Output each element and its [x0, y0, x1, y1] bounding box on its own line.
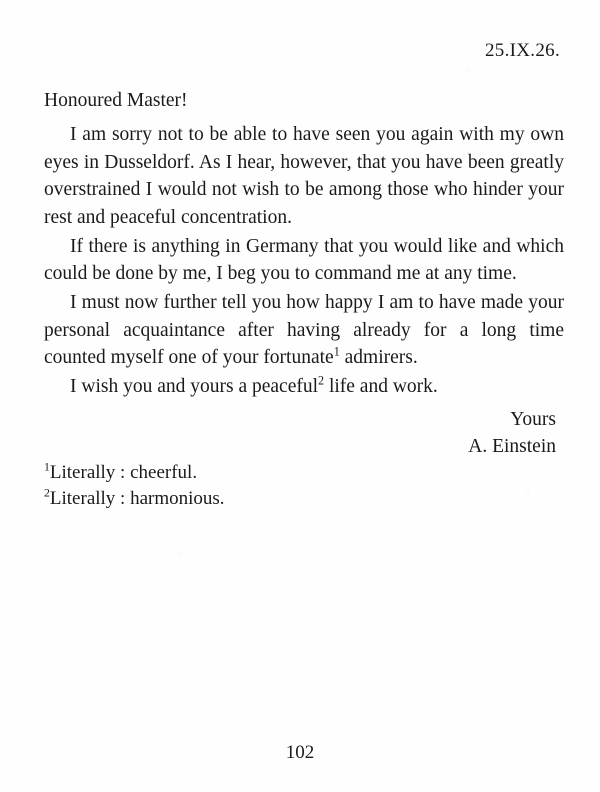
- letter-salutation: Honoured Master!: [44, 90, 188, 111]
- footnote-marker-1: 1: [44, 460, 50, 474]
- footnote-ref-1: 1: [333, 344, 340, 359]
- footnote-ref-2: 2: [318, 373, 325, 388]
- footnote-item-1: [44, 460, 564, 486]
- letter-paragraph-3: [44, 289, 564, 372]
- letter-date: 25.IX.26.: [485, 40, 560, 61]
- letter-paragraph-2: If there is anything in Germany that you would like and which could be done by me, I beg you to command me at any time.: [44, 235, 564, 285]
- paragraph-4-text-after: life and work.: [324, 376, 438, 398]
- closing-valediction: Yours: [510, 408, 556, 430]
- letter-body: [44, 40, 564, 461]
- letter-paragraph-1: I am sorry not to be able to have seen you again with my own eyes in Dusseldorf. As I hear, however, that you have been greatly overstrained I would not wish to be among those who hinder your rest and peaceful concentration.: [44, 123, 564, 228]
- page-number: 102: [285, 742, 315, 763]
- paragraph-3-text-before: I must now further tell you how happy I am to have made your personal acquaintance after having already for a long time counted myself one of your fortunate: [44, 292, 564, 369]
- letter-paragraph-4: [44, 373, 564, 401]
- footnote-marker-2: 2: [44, 486, 50, 500]
- paragraph-3-text-after: admirers.: [339, 347, 418, 369]
- footnotes-section: [44, 460, 564, 512]
- letter-closing: [44, 406, 564, 461]
- footnote-text-1: Literally : cheerful.: [49, 462, 198, 483]
- footnote-text-2: Literally : harmonious.: [49, 488, 225, 510]
- footnote-item-2: [44, 486, 564, 512]
- closing-signature: A. Einstein: [468, 436, 556, 458]
- paragraph-4-text-before: I wish you and yours a peaceful: [70, 376, 319, 398]
